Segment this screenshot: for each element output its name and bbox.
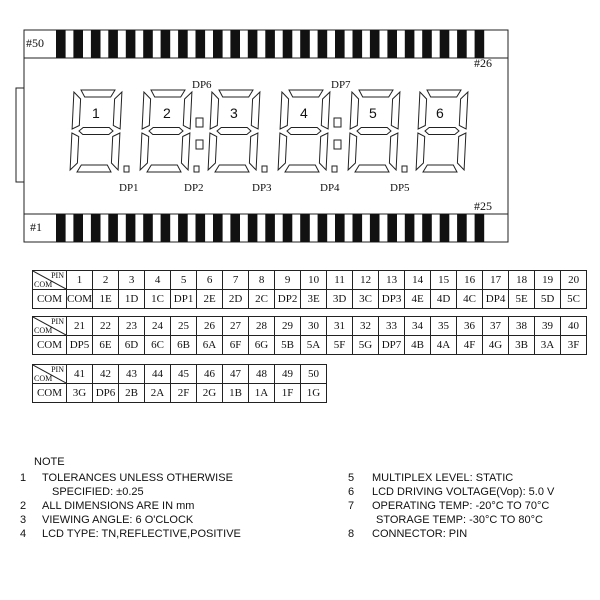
top-pin <box>370 30 380 58</box>
pin-com-header <box>33 271 67 290</box>
top-pin <box>196 30 206 58</box>
digit-5-segment-d <box>355 165 389 172</box>
row-label-com: COM <box>33 384 67 403</box>
segment-cell: 5E <box>509 290 535 309</box>
bottom-pin <box>143 214 153 242</box>
pin-number-cell: 2 <box>93 271 119 290</box>
pin-number-cell: 38 <box>509 317 535 336</box>
pin-number-cell: 43 <box>119 365 145 384</box>
digit-3-segment-d <box>215 165 249 172</box>
top-pin <box>405 30 415 58</box>
top-pin <box>248 30 258 58</box>
note-right-6-text: LCD DRIVING VOLTAGE(Vop): 5.0 V <box>372 486 555 498</box>
segment-row <box>33 336 587 355</box>
bottom-pin <box>213 214 223 242</box>
top-pin <box>335 30 345 58</box>
pin-number-cell: 23 <box>119 317 145 336</box>
digit-4-label: 4 <box>300 105 308 121</box>
decimal-point-2 <box>194 166 199 172</box>
pin-26-label: #26 <box>474 56 492 70</box>
digit-1-segment-g <box>79 128 113 135</box>
digit-2-segment-e <box>140 133 149 170</box>
bottom-pin <box>387 214 397 242</box>
segment-cell: 5G <box>353 336 379 355</box>
header-pin-text: PIN <box>51 271 64 280</box>
segment-cell: 3F <box>561 336 587 355</box>
bottom-pin <box>248 214 258 242</box>
digit-2-segment-a <box>151 90 185 97</box>
pin-number-cell: 29 <box>275 317 301 336</box>
lcd-panel-drawing <box>0 0 600 260</box>
digit-1-segment-d <box>77 165 111 172</box>
pin-number-cell: 37 <box>483 317 509 336</box>
row-label-com: COM <box>33 336 67 355</box>
dp6-colon-dot <box>196 140 203 149</box>
pin-number-cell: 35 <box>431 317 457 336</box>
top-pin-row <box>56 30 484 58</box>
dp7-label: DP7 <box>331 79 351 91</box>
decimal-point-5 <box>402 166 407 172</box>
digit-4-segment-b <box>321 92 330 129</box>
digit-2-label: 2 <box>163 105 171 121</box>
pin-number-cell: 19 <box>535 271 561 290</box>
dp3-label: DP3 <box>252 182 272 194</box>
digit-1-segment-b <box>113 92 122 129</box>
segment-cell: 2G <box>197 384 223 403</box>
pin-number-cell: 40 <box>561 317 587 336</box>
pin-number-cell: 34 <box>405 317 431 336</box>
digit-3-segment-c <box>249 133 258 170</box>
note-left-4-num: 4 <box>20 528 27 540</box>
digit-5-label: 5 <box>369 105 377 121</box>
segment-cell: 5B <box>275 336 301 355</box>
segment-cell: 1F <box>275 384 301 403</box>
digit-3-segment-e <box>208 133 217 170</box>
bottom-pin <box>283 214 293 242</box>
digit-6-segment-c <box>457 133 466 170</box>
segment-cell: 2F <box>171 384 197 403</box>
row-label-com: COM <box>33 290 67 309</box>
digit-6-segment-g <box>425 128 459 135</box>
pin-number-cell: 10 <box>301 271 327 290</box>
note-right-6-num: 6 <box>348 486 355 498</box>
digit-2-segment-c <box>181 133 190 170</box>
segment-cell: DP5 <box>67 336 93 355</box>
segment-cell: DP7 <box>379 336 405 355</box>
top-pin <box>91 30 101 58</box>
segment-cell: 5A <box>301 336 327 355</box>
top-pin <box>56 30 66 58</box>
pin-number-cell: 49 <box>275 365 301 384</box>
note-right-5-num: 5 <box>348 472 355 484</box>
segment-cell: 6D <box>119 336 145 355</box>
digit-3-label: 3 <box>230 105 238 121</box>
bottom-pin <box>300 214 310 242</box>
bottom-pin <box>440 214 450 242</box>
pin-number-cell: 45 <box>171 365 197 384</box>
bottom-pin <box>108 214 118 242</box>
bottom-pin <box>73 214 83 242</box>
segment-cell: DP1 <box>171 290 197 309</box>
segment-cell: 3D <box>327 290 353 309</box>
bottom-pin <box>405 214 415 242</box>
pin-number-cell: 48 <box>249 365 275 384</box>
pin-number-cell: 16 <box>457 271 483 290</box>
digit-1-segment-e <box>70 133 79 170</box>
bottom-pin <box>265 214 275 242</box>
pin-number-cell: 27 <box>223 317 249 336</box>
pin-number-cell: 15 <box>431 271 457 290</box>
top-pin <box>126 30 136 58</box>
pin-number-cell: 25 <box>171 317 197 336</box>
segment-cell: 6E <box>93 336 119 355</box>
bottom-pin <box>161 214 171 242</box>
pin-number-cell: 1 <box>67 271 93 290</box>
segment-cell: 4D <box>431 290 457 309</box>
segment-cell: 5D <box>535 290 561 309</box>
digit-6-segment-d <box>423 165 457 172</box>
segment-cell: 3C <box>353 290 379 309</box>
top-pin <box>161 30 171 58</box>
segment-cell: DP4 <box>483 290 509 309</box>
digit-5-segment-e <box>348 133 357 170</box>
pin-number-row <box>33 317 587 336</box>
top-pin <box>422 30 432 58</box>
dp7-colon-dot <box>334 140 341 149</box>
digit-1-segment-a <box>81 90 115 97</box>
top-pin <box>283 30 293 58</box>
pin-number-row <box>33 271 587 290</box>
digit-2-segment-g <box>149 128 183 135</box>
top-pin <box>440 30 450 58</box>
segment-cell: 3B <box>509 336 535 355</box>
segment-cell: 2E <box>197 290 223 309</box>
segment-cell: 4E <box>405 290 431 309</box>
pin-number-cell: 42 <box>93 365 119 384</box>
pin-number-cell: 17 <box>483 271 509 290</box>
top-pin <box>387 30 397 58</box>
pin-number-cell: 9 <box>275 271 301 290</box>
pin-number-cell: 32 <box>353 317 379 336</box>
pin-number-cell: 47 <box>223 365 249 384</box>
pin-25-label: #25 <box>474 199 492 213</box>
segment-cell: 4B <box>405 336 431 355</box>
digit-4-segment-d <box>285 165 319 172</box>
pin-number-cell: 39 <box>535 317 561 336</box>
pin-number-cell: 14 <box>405 271 431 290</box>
header-com-text: COM <box>34 280 53 289</box>
note-left-1b-text: SPECIFIED: ±0.25 <box>52 486 144 498</box>
notes-title: NOTE <box>34 456 65 468</box>
pin-number-cell: 7 <box>223 271 249 290</box>
segment-row <box>33 384 327 403</box>
segment-cell: 4A <box>431 336 457 355</box>
pin-number-cell: 41 <box>67 365 93 384</box>
pin-number-cell: 21 <box>67 317 93 336</box>
pin-number-cell: 30 <box>301 317 327 336</box>
digit-4-segment-c <box>319 133 328 170</box>
pin-50-label: #50 <box>26 36 44 50</box>
note-right-7-text: OPERATING TEMP: -20°C TO 70°C <box>372 500 550 512</box>
pin-number-cell: 44 <box>145 365 171 384</box>
segment-cell: 1G <box>301 384 327 403</box>
pin-com-header-box <box>33 271 66 289</box>
digit-6-segment-e <box>416 133 425 170</box>
dp6-colon-dot <box>196 118 203 127</box>
bottom-pin <box>353 214 363 242</box>
dp1-label: DP1 <box>119 182 139 194</box>
bottom-pin <box>370 214 380 242</box>
note-left-4-text: LCD TYPE: TN,REFLECTIVE,POSITIVE <box>42 528 241 540</box>
digit-3-segment-a <box>219 90 253 97</box>
bottom-pin <box>178 214 188 242</box>
segment-cell: 4G <box>483 336 509 355</box>
digit-1-segment-c <box>111 133 120 170</box>
digit-6-segment-f <box>418 92 427 129</box>
top-pin <box>300 30 310 58</box>
digit-5-segment-g <box>357 128 391 135</box>
top-pin <box>143 30 153 58</box>
top-pin <box>265 30 275 58</box>
header-com-text: COM <box>34 374 53 383</box>
segment-cell: 6G <box>249 336 275 355</box>
pin-number-cell: 20 <box>561 271 587 290</box>
segment-row <box>33 290 587 309</box>
pin-com-header-box <box>33 317 66 335</box>
digit-2-segment-b <box>183 92 192 129</box>
note-right-7-num: 7 <box>348 500 355 512</box>
pin-number-cell: 26 <box>197 317 223 336</box>
bottom-pin <box>475 214 485 242</box>
bottom-pin <box>230 214 240 242</box>
bottom-pin <box>56 214 66 242</box>
pin-number-cell: 28 <box>249 317 275 336</box>
digit-5-segment-f <box>350 92 359 129</box>
segment-cell: 3E <box>301 290 327 309</box>
bottom-pin <box>91 214 101 242</box>
decimal-point-1 <box>124 166 129 172</box>
segment-cell: 3A <box>535 336 561 355</box>
note-left-3-num: 3 <box>20 514 27 526</box>
segment-cell: 2B <box>119 384 145 403</box>
segment-cell: 4C <box>457 290 483 309</box>
segment-cell: 6C <box>145 336 171 355</box>
note-right-5-text: MULTIPLEX LEVEL: STATIC <box>372 472 514 484</box>
digit-2-segment-d <box>147 165 181 172</box>
decimal-point-4 <box>332 166 337 172</box>
digit-4-segment-e <box>278 133 287 170</box>
digit-3-segment-g <box>217 128 251 135</box>
segment-cell: 1A <box>249 384 275 403</box>
header-com-text: COM <box>34 326 53 335</box>
pin-number-cell: 31 <box>327 317 353 336</box>
decimal-point-3 <box>262 166 267 172</box>
note-right-8-num: 8 <box>348 528 355 540</box>
pin-number-cell: 33 <box>379 317 405 336</box>
top-pin <box>318 30 328 58</box>
bottom-pin <box>196 214 206 242</box>
digit-6-segment-b <box>459 92 468 129</box>
segment-cell: DP2 <box>275 290 301 309</box>
pin-table-2 <box>32 316 587 355</box>
pin-number-cell: 36 <box>457 317 483 336</box>
top-pin <box>213 30 223 58</box>
segment-cell: 4F <box>457 336 483 355</box>
digit-5-segment-c <box>389 133 398 170</box>
pin-number-cell: 3 <box>119 271 145 290</box>
segment-cell: 3G <box>67 384 93 403</box>
pin-number-cell: 24 <box>145 317 171 336</box>
bottom-pin-row <box>56 214 484 242</box>
dp2-label: DP2 <box>184 182 204 194</box>
segment-cell: 2A <box>145 384 171 403</box>
segment-cell: 1E <box>93 290 119 309</box>
digit-3-segment-b <box>251 92 260 129</box>
dp6-label: DP6 <box>192 79 212 91</box>
digit-6-segment-a <box>427 90 461 97</box>
pin-number-row <box>33 365 327 384</box>
bottom-pin <box>126 214 136 242</box>
note-left-1-num: 1 <box>20 472 27 484</box>
segment-cell: 2D <box>223 290 249 309</box>
segment-cell: 5F <box>327 336 353 355</box>
dp5-label: DP5 <box>390 182 410 194</box>
pin-number-cell: 13 <box>379 271 405 290</box>
top-pin <box>475 30 485 58</box>
top-pin <box>230 30 240 58</box>
digit-4-segment-f <box>280 92 289 129</box>
segment-cell: DP6 <box>93 384 119 403</box>
segment-cell: 2C <box>249 290 275 309</box>
pin-number-cell: 6 <box>197 271 223 290</box>
digit-5-segment-b <box>391 92 400 129</box>
pin-number-cell: 18 <box>509 271 535 290</box>
seven-segment-digits <box>70 90 468 172</box>
top-pin <box>457 30 467 58</box>
note-right-7b-text: STORAGE TEMP: -30°C TO 80°C <box>376 514 543 526</box>
digit-3-segment-f <box>210 92 219 129</box>
pin-table-3 <box>32 364 327 403</box>
digit-1-label: 1 <box>92 105 100 121</box>
segment-cell: 5C <box>561 290 587 309</box>
bottom-pin <box>422 214 432 242</box>
top-pin <box>108 30 118 58</box>
pin-number-cell: 22 <box>93 317 119 336</box>
note-left-3-text: VIEWING ANGLE: 6 O'CLOCK <box>42 514 194 526</box>
dp7-colon-dot <box>334 118 341 127</box>
digit-6-label: 6 <box>436 105 444 121</box>
pin-number-cell: 11 <box>327 271 353 290</box>
bottom-pin <box>335 214 345 242</box>
segment-cell: DP3 <box>379 290 405 309</box>
pin-number-cell: 8 <box>249 271 275 290</box>
pin-com-header <box>33 365 67 384</box>
pin-number-cell: 4 <box>145 271 171 290</box>
bottom-pin <box>457 214 467 242</box>
top-pin <box>73 30 83 58</box>
digit-4-segment-g <box>287 128 321 135</box>
segment-cell: 1D <box>119 290 145 309</box>
bottom-pin <box>318 214 328 242</box>
header-pin-text: PIN <box>51 317 64 326</box>
note-left-1-text: TOLERANCES UNLESS OTHERWISE <box>42 472 233 484</box>
note-left-2-num: 2 <box>20 500 27 512</box>
digit-1-segment-f <box>72 92 81 129</box>
pin-1-label: #1 <box>30 220 42 234</box>
note-left-2-text: ALL DIMENSIONS ARE IN mm <box>42 500 195 512</box>
segment-cell: 6A <box>197 336 223 355</box>
pin-com-header <box>33 317 67 336</box>
segment-cell: 6B <box>171 336 197 355</box>
pin-table-1 <box>32 270 587 309</box>
dp4-label: DP4 <box>320 182 340 194</box>
segment-cell: 1B <box>223 384 249 403</box>
segment-cell: COM <box>67 290 93 309</box>
pin-com-header-box <box>33 365 66 383</box>
segment-cell: 6F <box>223 336 249 355</box>
segment-cell: 1C <box>145 290 171 309</box>
note-right-8-text: CONNECTOR: PIN <box>372 528 468 540</box>
lcd-left-tab <box>16 88 24 182</box>
header-pin-text: PIN <box>51 365 64 374</box>
pin-number-cell: 46 <box>197 365 223 384</box>
pin-number-cell: 5 <box>171 271 197 290</box>
digit-4-segment-a <box>289 90 323 97</box>
pin-number-cell: 50 <box>301 365 327 384</box>
digit-2-segment-f <box>142 92 151 129</box>
digit-5-segment-a <box>359 90 393 97</box>
pin-number-cell: 12 <box>353 271 379 290</box>
top-pin <box>353 30 363 58</box>
top-pin <box>178 30 188 58</box>
lcd-glass-outline <box>24 30 508 242</box>
